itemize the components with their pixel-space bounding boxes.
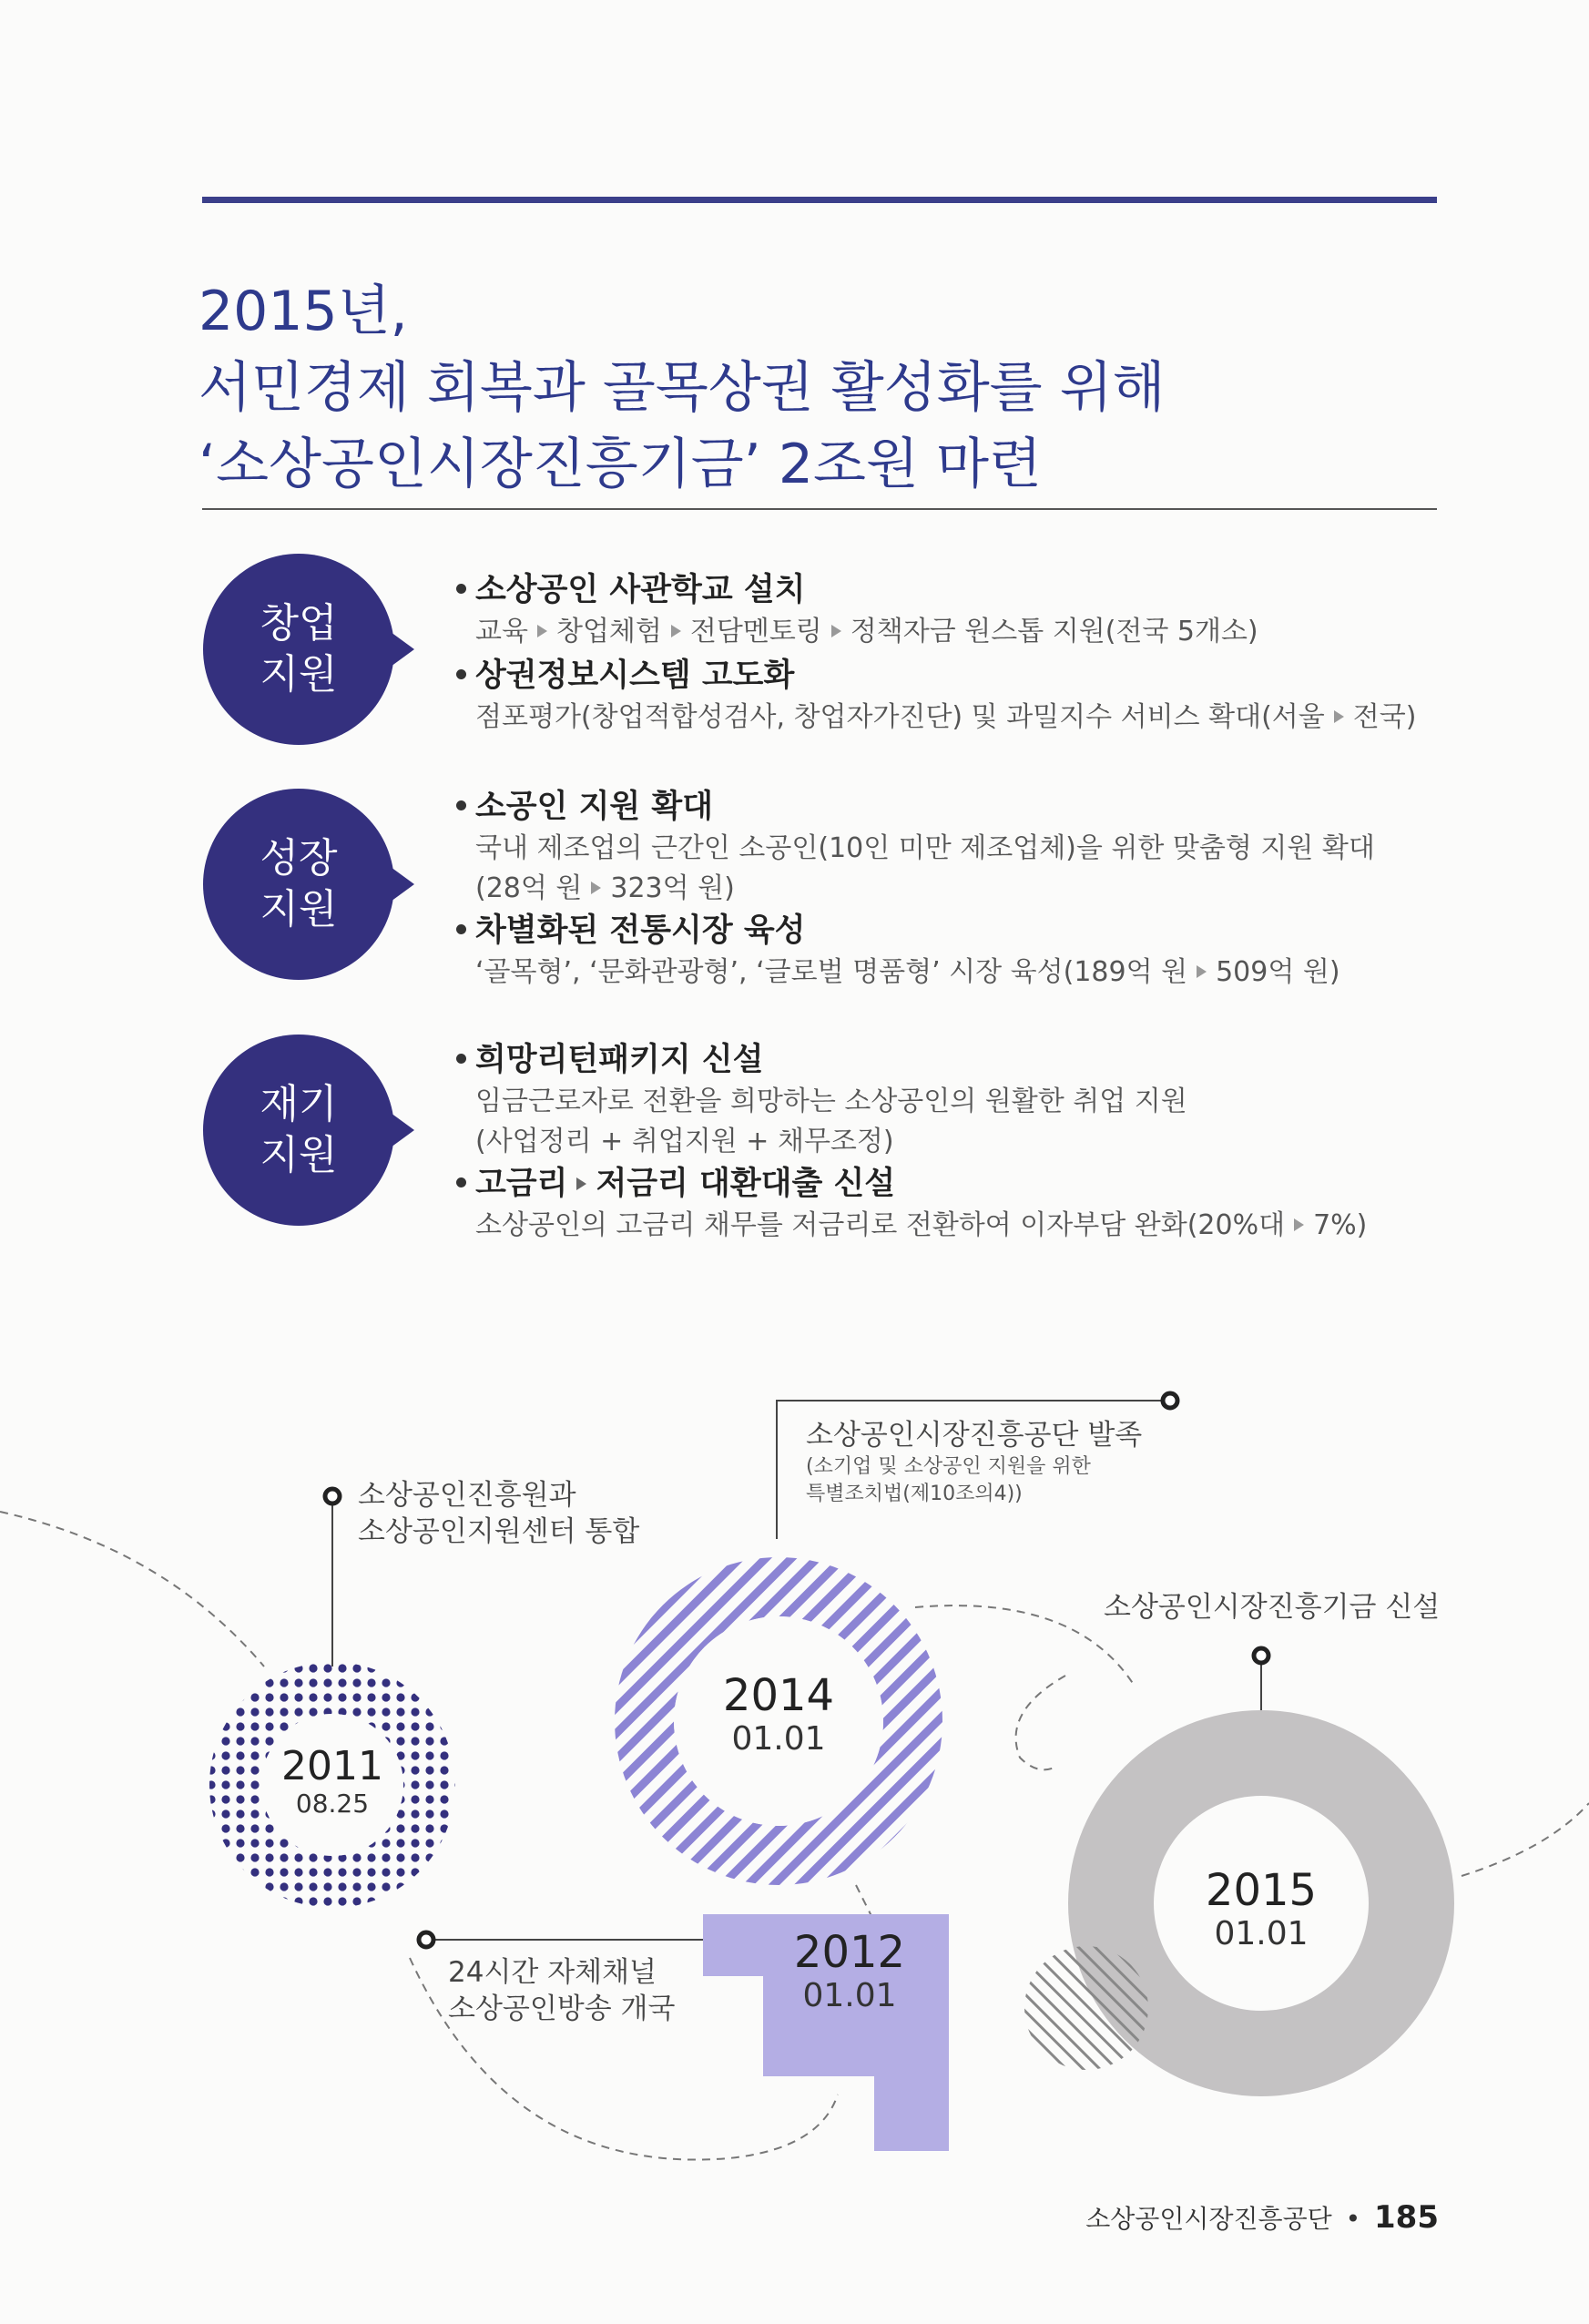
item-desc: (28억 원 323억 원) [475,872,735,904]
event-2015-label: 소상공인시장진흥기금 신설 [1104,1591,1441,1624]
section-recovery-support [453,1038,1454,1246]
page-footer: 소상공인시장진흥공단 • 185 [1085,2199,1439,2236]
item-desc: 교육 창업체험 전담멘토링 정책자금 원스톱 지원(전국 5개소) [475,616,1258,647]
title-line-2: 서민경제 회복과 골목상권 활성화를 위해 [199,356,1166,420]
event-2014-date: 2014 01.01 [722,1670,835,1758]
bullet-icon [456,669,466,679]
badge-startup-support: 창업 지원 [203,554,394,745]
bullet-icon [456,800,466,810]
timeline-node-icon [1254,1648,1268,1663]
arrow-right-icon [671,625,681,637]
arrow-right-icon [831,625,841,637]
event-2015-date: 2015 01.01 [1205,1865,1318,1952]
page-title [199,273,1166,503]
title-rule [202,508,1437,510]
title-line-1: 2015년, [199,280,408,343]
item-desc: 점포평가(창업적합성검사, 창업자가진단) 및 과밀지수 서비스 확대(서울 전국) [475,701,1417,733]
page-number: 185 [1374,2199,1439,2236]
dashed-path [0,1512,264,1667]
timeline-node-icon [419,1932,433,1947]
item-title: 상권정보시스템 고도화 [453,654,1454,698]
timeline-node-icon [1163,1393,1177,1408]
badge-growth-support: 성장 지원 [203,789,394,980]
item-desc: ‘골목형’, ‘문화관광형’, ‘글로벌 명품형’ 시장 육성(189억 원 509억 원) [475,956,1340,988]
dashed-path [1462,1803,1589,1876]
event-2011-label: 소상공인진흥원과 소상공인지원센터 통합 [358,1479,640,1548]
event-2011-date: 2011 08.25 [281,1743,383,1819]
dashed-path [1016,1676,1065,1769]
event-2012-label: 24시간 자체채널 소상공인방송 개국 [448,1956,676,2025]
dashed-path [915,1605,1134,1685]
arrow-right-icon [576,1177,586,1190]
item-desc: 임금근로자로 전환을 희망하는 소상공인의 원활한 취업 지원 [475,1086,1187,1117]
item-title: 차별화된 전통시장 육성 [453,909,1454,953]
item-desc: 국내 제조업의 근간인 소공인(10인 미만 제조업체)을 위한 맞춤형 지원 확대 [475,832,1375,864]
arrow-right-icon [1334,710,1344,723]
event-2012-date: 2012 01.01 [793,1927,906,2014]
bullet-icon [456,1177,466,1187]
arrow-right-icon [1294,1218,1304,1231]
bullet-icon [456,584,466,594]
item-title: 소공인 지원 확대 [453,785,1454,829]
top-rule [202,197,1437,203]
section-startup-support [453,568,1454,738]
item-desc: 소상공인의 고금리 채무를 저금리로 전환하여 이자부담 완화(20%대 7%) [475,1209,1368,1241]
bullet-icon [456,924,466,934]
badge-recovery-support: 재기 지원 [203,1035,394,1226]
arrow-right-icon [537,625,547,637]
arrow-right-icon [1197,965,1207,978]
item-desc: (사업정리 + 취업지원 + 채무조정) [475,1126,894,1157]
arrow-right-icon [591,882,601,894]
hatched-circle [1024,1946,1148,2070]
item-title: 희망리턴패키지 신설 [453,1038,1454,1082]
item-title: 소상공인 사관학교 설치 [453,568,1454,612]
bullet-icon [456,1054,466,1064]
timeline-node-icon [325,1489,340,1503]
section-growth-support [453,785,1454,993]
title-line-3: ‘소상공인시장진흥기금’ 2조원 마련 [199,433,1042,496]
item-title: 고금리 저금리 대환대출 신설 [453,1162,1454,1206]
footer-org: 소상공인시장진흥공단 [1085,2204,1332,2234]
event-2014-label: 소상공인시장진흥공단 발족 (소기업 및 소상공인 지원을 위한 특별조치법(제10조의4)) [806,1419,1143,1505]
